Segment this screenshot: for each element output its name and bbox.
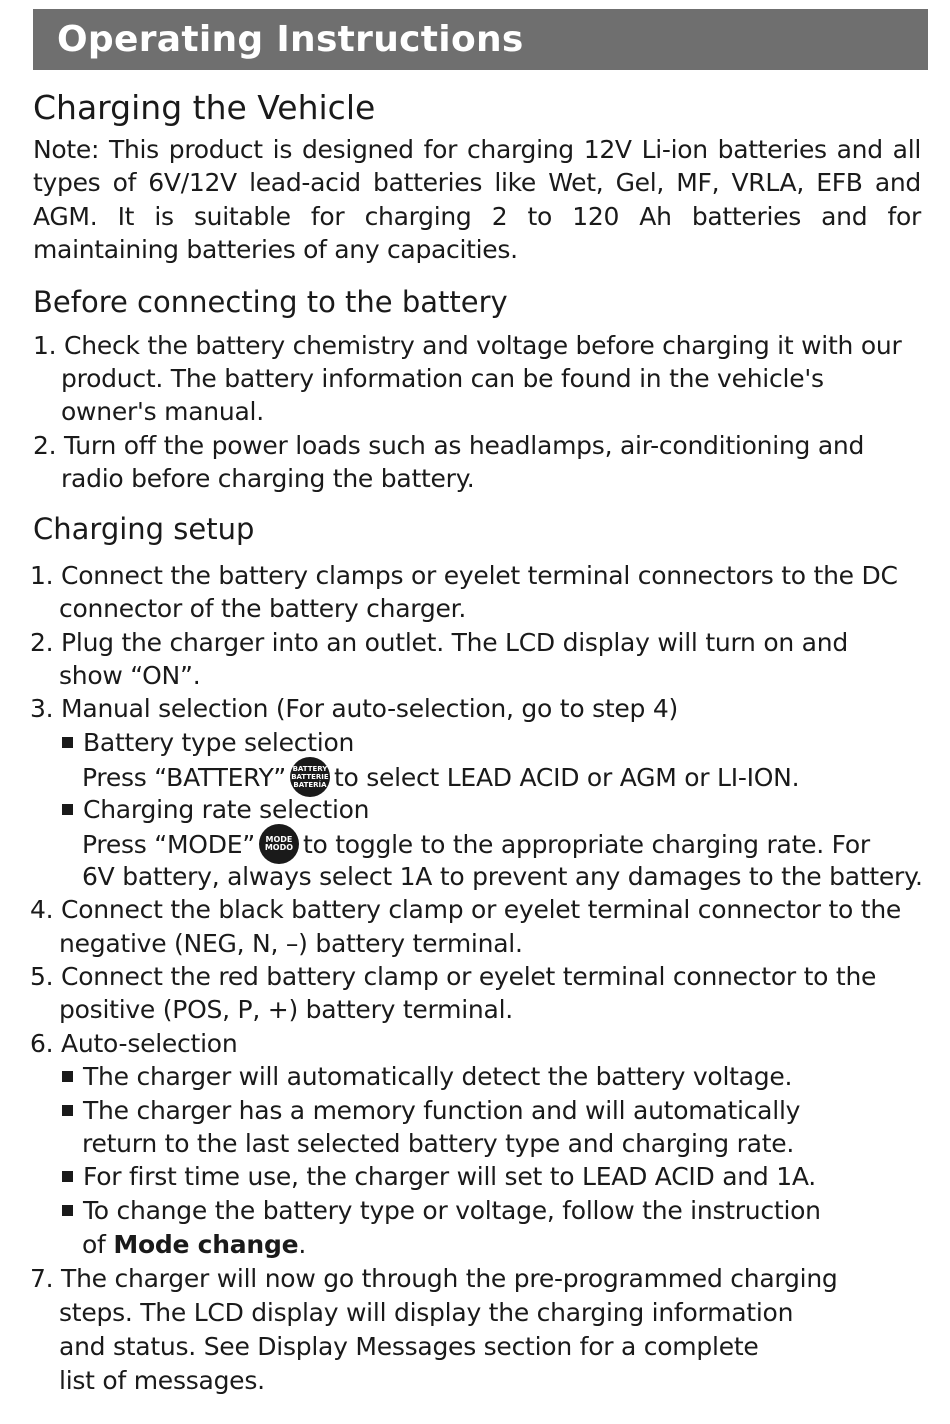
- header-title: Operating Instructions: [57, 19, 524, 60]
- setup-step-7: 7. The charger will now go through the pre-programmed charging: [30, 1264, 838, 1293]
- auto-bullet-detect: The charger will automatically detect the battery voltage.: [62, 1060, 792, 1093]
- heading-before-connecting: Before connecting to the battery: [33, 285, 508, 319]
- heading-charging-vehicle: Charging the Vehicle: [33, 88, 376, 127]
- bullet-square: [62, 804, 73, 815]
- auto-bullet-change: To change the battery type or voltage, follow the instruction: [62, 1194, 821, 1227]
- bullet-square: [62, 1171, 73, 1182]
- setup-step-7-cont: list of messages.: [59, 1366, 265, 1395]
- mode-button-icon: MODE MODO: [259, 824, 299, 864]
- mode-toggle-text: to toggle to the appropriate charging rate. For: [302, 830, 870, 859]
- setup-step-7-cont: steps. The LCD display will display the charging information: [59, 1298, 794, 1327]
- battery-select-text: to select LEAD ACID or AGM or LI-ION.: [333, 763, 800, 792]
- auto-bullet-memory-cont: return to the last selected battery type and charging rate.: [82, 1129, 795, 1158]
- mode-6v-note: 6V battery, always select 1A to prevent any damages to the battery.: [82, 862, 923, 891]
- bullet-battery-type: Battery type selection: [62, 726, 354, 759]
- mode-press-text: Press “MODE”: [82, 830, 255, 859]
- setup-step-4-cont: negative (NEG, N, –) battery terminal.: [59, 929, 523, 958]
- section-header: [33, 9, 928, 70]
- before-step-1-cont: product. The battery information can be found in the vehicle's: [61, 364, 824, 393]
- setup-step-1-cont: connector of the battery charger.: [59, 594, 467, 623]
- before-step-1-cont: owner's manual.: [61, 397, 264, 426]
- setup-step-2: 2. Plug the charger into an outlet. The LCD display will turn on and: [30, 628, 848, 657]
- bullet-square: [62, 1205, 73, 1216]
- auto-bullet-first-use: For first time use, the charger will set to LEAD ACID and 1A.: [62, 1160, 816, 1193]
- battery-press-text: Press “BATTERY”: [82, 763, 286, 792]
- bullet-square: [62, 1105, 73, 1116]
- setup-step-7-cont: and status. See Display Messages section for a complete: [59, 1332, 759, 1361]
- bullet-charging-rate: Charging rate selection: [62, 793, 369, 826]
- setup-step-1: 1. Connect the battery clamps or eyelet terminal connectors to the DC: [30, 561, 898, 590]
- before-step-1: 1. Check the battery chemistry and voltage before charging it with our: [33, 331, 902, 360]
- auto-bullet-memory: The charger has a memory function and will automatically: [62, 1094, 800, 1127]
- setup-step-2-cont: show “ON”.: [59, 661, 201, 690]
- setup-step-5: 5. Connect the red battery clamp or eyelet terminal connector to the: [30, 962, 877, 991]
- bullet-square: [62, 1071, 73, 1082]
- before-step-2-cont: radio before charging the battery.: [61, 464, 475, 493]
- setup-step-3: 3. Manual selection (For auto-selection, go to step 4): [30, 694, 679, 723]
- setup-step-5-cont: positive (POS, P, +) battery terminal.: [59, 995, 513, 1024]
- setup-step-6: 6. Auto-selection: [30, 1029, 238, 1058]
- heading-charging-setup: Charging setup: [33, 512, 255, 546]
- setup-step-4: 4. Connect the black battery clamp or eyelet terminal connector to the: [30, 895, 902, 924]
- note-paragraph: Note: This product is designed for charging 12V Li-ion batteries and all types of 6V/12V lead-acid batteries like Wet, Gel, MF, VRLA, EFB and AGM. It is suitable for charging 2 to 120 Ah batteries and for maintaining batteries of any capacities.: [33, 135, 921, 265]
- mode-change-term: Mode change: [113, 1230, 299, 1259]
- auto-bullet-change-cont: of Mode change.: [82, 1230, 307, 1259]
- before-step-2: 2. Turn off the power loads such as headlamps, air-conditioning and: [33, 431, 865, 460]
- battery-button-icon: BATTERY BATTERIE BATERÍA: [290, 757, 330, 797]
- bullet-square: [62, 737, 73, 748]
